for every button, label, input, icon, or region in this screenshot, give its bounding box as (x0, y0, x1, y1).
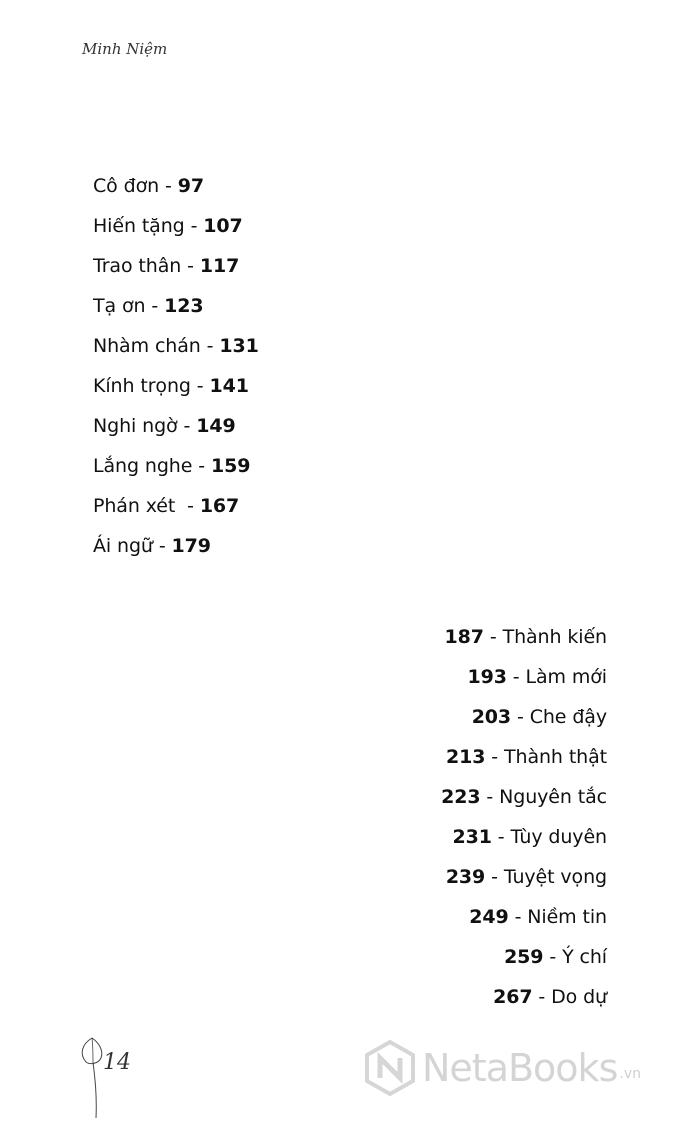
entry-title: Tạ ơn (93, 295, 146, 317)
entry-separator: - (177, 415, 197, 437)
entry-separator: - (200, 335, 220, 357)
entry-title: Thành thật (504, 746, 607, 768)
entry-page: 203 (471, 706, 512, 728)
entry-separator: - (506, 666, 526, 688)
entry-title: Che đậy (529, 706, 607, 728)
entry-title: Niềm tin (527, 906, 607, 928)
entry-page: 193 (467, 666, 507, 688)
entry-title: Nghi ngờ (93, 415, 178, 437)
entry-title: Kính trọng (93, 375, 191, 397)
toc-right-column (441, 623, 607, 1023)
toc-entry (441, 863, 607, 903)
entry-page: 213 (445, 746, 486, 768)
entry-title: Làm mới (525, 666, 607, 688)
entry-page: 179 (171, 535, 211, 557)
leaf-icon (76, 1034, 110, 1122)
entry-separator: - (491, 826, 511, 848)
toc-entry (441, 823, 607, 863)
entry-title: Hiến tặng (93, 215, 185, 237)
netabooks-logo-icon (362, 1040, 418, 1096)
watermark-text: NetaBooks (422, 1046, 618, 1090)
entry-separator: - (159, 175, 178, 197)
entry-separator: - (145, 295, 165, 317)
entry-page: 117 (199, 255, 240, 277)
entry-title: Nhàm chán (93, 335, 201, 357)
toc-entry (93, 492, 259, 532)
entry-page: 107 (203, 215, 243, 237)
entry-separator: - (511, 706, 530, 728)
entry-separator: - (480, 786, 500, 808)
entry-separator: - (152, 535, 172, 557)
toc-entry (93, 332, 259, 372)
entry-page: 149 (196, 415, 236, 437)
page-number: 14 (103, 1050, 131, 1075)
entry-page: 97 (177, 175, 204, 197)
entry-title: Do dự (551, 986, 607, 1008)
entry-title: Thành kiến (502, 626, 607, 648)
entry-page: 167 (199, 495, 240, 517)
entry-page: 123 (164, 295, 204, 317)
entry-page: 239 (445, 866, 486, 888)
toc-entry (93, 252, 259, 292)
entry-separator: - (485, 746, 504, 768)
entry-separator: - (508, 906, 528, 928)
entry-page: 223 (441, 786, 481, 808)
entry-title: Cô đơn (93, 175, 160, 197)
entry-separator: - (184, 215, 204, 237)
entry-separator: - (190, 375, 210, 397)
toc-entry (93, 452, 259, 492)
entry-title: Tùy duyên (510, 826, 607, 848)
watermark-suffix: .vn (619, 1066, 641, 1082)
entry-title: Trao thân (93, 255, 182, 277)
entry-separator: - (532, 986, 552, 1008)
entry-page: 187 (444, 626, 484, 648)
entry-separator: - (175, 495, 200, 517)
toc-entry (441, 983, 607, 1023)
entry-separator: - (483, 626, 503, 648)
entry-separator: - (485, 866, 504, 888)
entry-title: Ái ngữ (93, 535, 153, 557)
toc-left-column (93, 172, 259, 572)
entry-page: 259 (504, 946, 544, 968)
entry-page: 131 (219, 335, 259, 357)
toc-entry (441, 743, 607, 783)
toc-entry (93, 532, 259, 572)
entry-page: 267 (493, 986, 533, 1008)
entry-page: 249 (469, 906, 509, 928)
entry-title: Tuyệt vọng (503, 866, 607, 888)
toc-entry (93, 412, 259, 452)
toc-entry (441, 783, 607, 823)
entry-title: Lắng nghe (93, 455, 193, 477)
watermark (362, 1040, 641, 1096)
entry-separator: - (181, 255, 200, 277)
entry-separator: - (543, 946, 563, 968)
entry-page: 141 (209, 375, 249, 397)
toc-entry (93, 292, 259, 332)
toc-entry (441, 903, 607, 943)
entry-title: Phán xét (93, 495, 176, 517)
toc-entry (441, 703, 607, 743)
entry-page: 231 (452, 826, 492, 848)
entry-title: Nguyên tắc (499, 786, 607, 808)
entry-page: 159 (210, 455, 251, 477)
entry-separator: - (192, 455, 211, 477)
entry-title: Ý chí (562, 946, 607, 968)
toc-entry (93, 372, 259, 412)
toc-entry (93, 212, 259, 252)
toc-entry (93, 172, 259, 212)
toc-entry (441, 943, 607, 983)
toc-entry (441, 623, 607, 663)
toc-entry (441, 663, 607, 703)
running-head: Minh Niệm (82, 40, 168, 58)
